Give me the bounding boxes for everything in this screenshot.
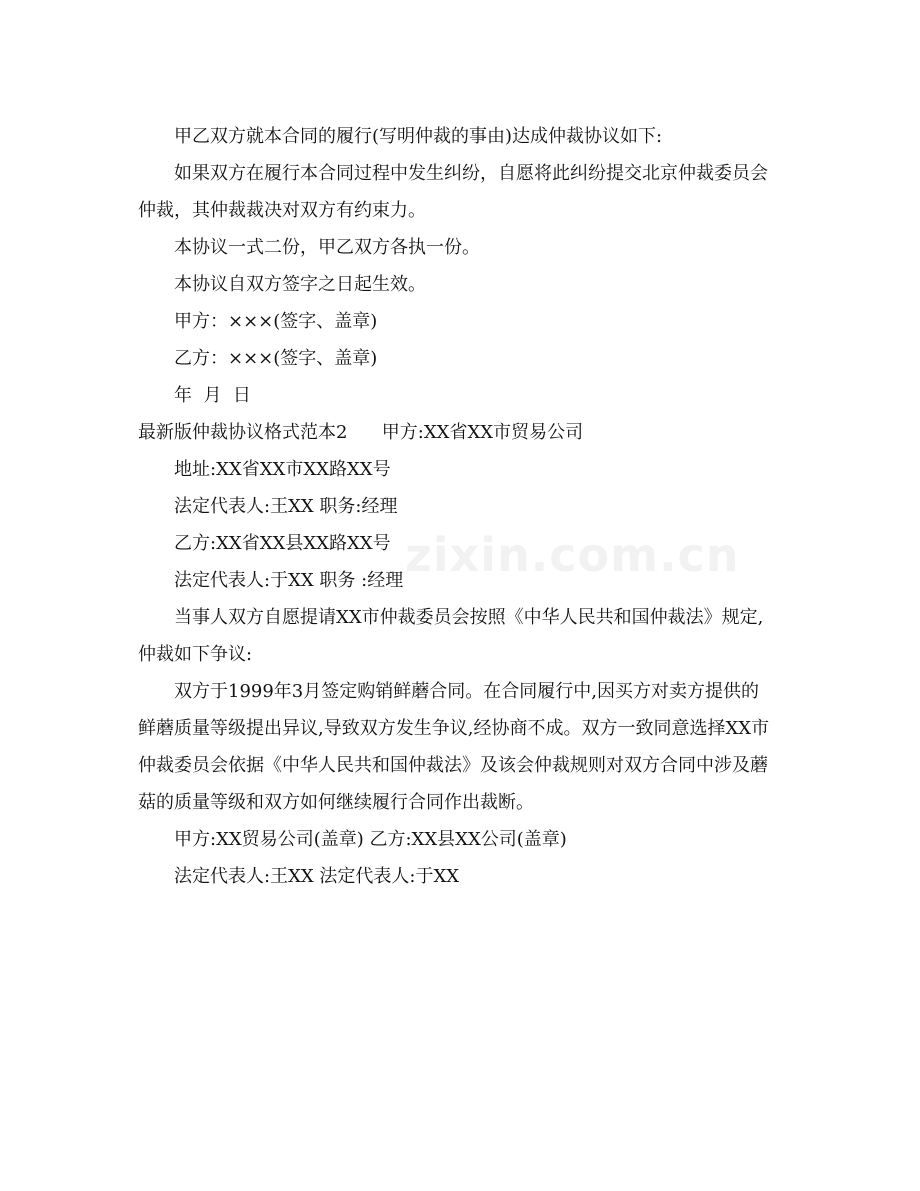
address-line: 地址:XX省XX市XX路XX号 xyxy=(174,459,391,480)
legal-rep-line: 法定代表人:于XX 职务 :经理 xyxy=(174,570,404,591)
date-line: 年 月 日 xyxy=(174,385,251,406)
template-2-heading: 最新版仲裁协议格式范本2 甲方:XX省XX市贸易公司 xyxy=(138,422,584,443)
paragraph-line: 甲乙双方就本合同的履行(写明仲裁的事由)达成仲裁协议如下: xyxy=(174,126,663,147)
seal-line: 甲方:XX贸易公司(盖章) 乙方:XX县XX公司(盖章) xyxy=(174,829,567,850)
party-b-signature-line: 乙方：×××(签字、盖章) xyxy=(174,348,378,369)
paragraph-line: 如果双方在履行本合同过程中发生纠纷，自愿将此纠纷提交北京仲裁委员会 xyxy=(174,163,768,184)
paragraph-line: 本协议自双方签字之日起生效。 xyxy=(174,274,426,295)
paragraph-line: 当事人双方自愿提请XX市仲裁委员会按照《中华人民共和国仲裁法》规定, xyxy=(174,607,764,628)
paragraph-line: 仲裁，其仲裁裁决对双方有约束力。 xyxy=(138,200,426,221)
paragraph-line: 本协议一式二份，甲乙双方各执一份。 xyxy=(174,237,480,258)
paragraph-line: 鲜蘑质量等级提出异议,导致双方发生争议,经协商不成。双方一致同意选择XX市 xyxy=(138,718,770,739)
legal-rep-line: 法定代表人:王XX 职务:经理 xyxy=(174,496,398,517)
paragraph-line: 仲裁如下争议: xyxy=(138,644,253,665)
watermark: zixin.com.cn xyxy=(405,528,740,582)
paragraph-line: 双方于1999年3月签定购销鲜蘑合同。在合同履行中,因买方对卖方提供的 xyxy=(174,681,759,702)
party-a-signature-line: 甲方：×××(签字、盖章) xyxy=(174,311,378,332)
paragraph-line: 仲裁委员会依据《中华人民共和国仲裁法》及该会仲裁规则对双方合同中涉及蘑 xyxy=(138,755,768,776)
document-body xyxy=(138,118,788,895)
party-b-address-line: 乙方:XX省XX县XX路XX号 xyxy=(174,533,391,554)
paragraph-line: 菇的质量等级和双方如何继续履行合同作出裁断。 xyxy=(138,792,534,813)
legal-rep-line: 法定代表人:王XX 法定代表人:于XX xyxy=(174,866,460,887)
